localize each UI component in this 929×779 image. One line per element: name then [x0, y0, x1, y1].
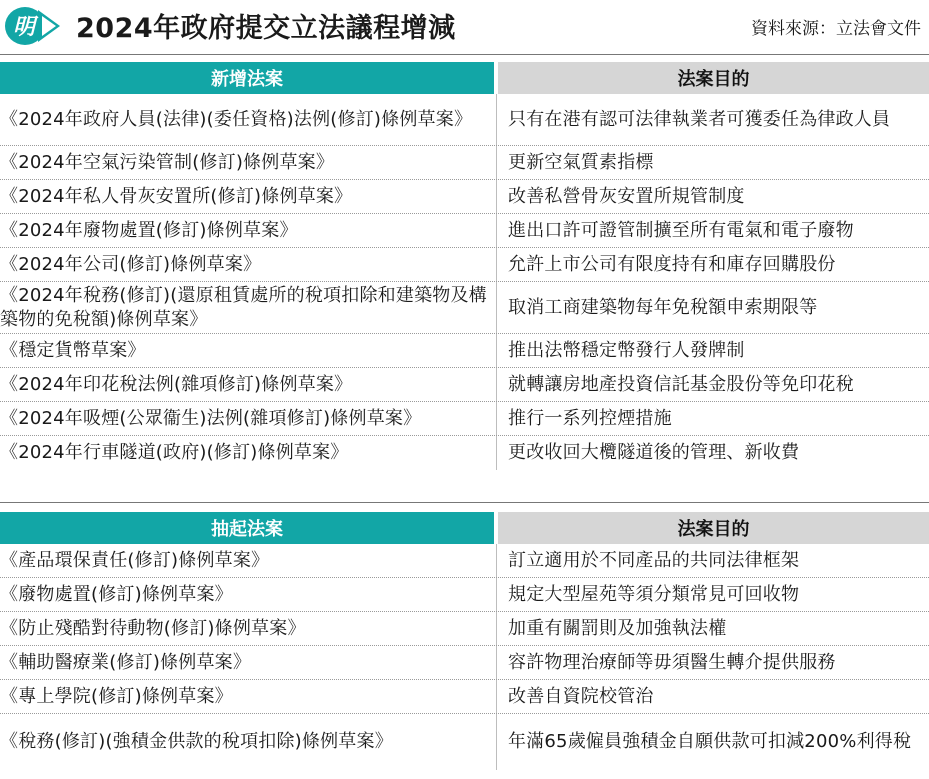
- page-title: 2024年政府提交立法議程增減: [76, 13, 456, 44]
- bill-purpose: 加重有關罰則及加強執法權: [508, 617, 727, 639]
- table-row: [0, 94, 929, 146]
- table-row: [0, 436, 929, 470]
- bill-purpose: 訂立適用於不同產品的共同法律框架: [508, 549, 800, 571]
- table-row: [0, 578, 929, 612]
- withdrawn-purpose-header: 法案目的: [498, 512, 929, 544]
- table-row: [0, 248, 929, 282]
- table-row: [0, 402, 929, 436]
- source-note: 資料來源：立法會文件: [751, 19, 921, 39]
- bill-name: 《2024年印花稅法例(雜項修訂)條例草案》: [0, 373, 353, 395]
- bill-purpose: 規定大型屋苑等須分類常見可回收物: [508, 583, 800, 605]
- bill-purpose: 推行一系列控煙措施: [508, 407, 672, 429]
- bill-purpose: 更改收回大欖隧道後的管理、新收費: [508, 442, 800, 463]
- bill-name: 《2024年公司(修訂)條例草案》: [0, 253, 262, 275]
- bill-name: 《2024年吸煙(公眾衞生)法例(雜項修訂)條例草案》: [0, 407, 422, 429]
- added-rows: [0, 94, 929, 470]
- table-row: [0, 680, 929, 714]
- added-bills-header: 新增法案: [0, 62, 494, 94]
- table-row: [0, 282, 929, 334]
- bill-name: 《穩定貨幣草案》: [0, 339, 146, 361]
- table-row: [0, 368, 929, 402]
- bill-purpose: 推出法幣穩定幣發行人發牌制: [508, 339, 745, 361]
- bill-purpose: 只有在港有認可法律執業者可獲委任為律政人員: [508, 108, 891, 130]
- bill-name: 《輔助醫療業(修訂)條例草案》: [0, 651, 252, 673]
- ming-pao-logo-icon: [4, 4, 62, 48]
- bill-purpose: 年滿65歲僱員強積金自願供款可扣減200%利得稅: [508, 731, 912, 752]
- bill-name: 《2024年空氣污染管制(修訂)條例草案》: [0, 151, 335, 173]
- withdrawn-bills-section: [0, 512, 929, 770]
- bill-name: 《2024年稅務(修訂)(還原租賃處所的稅項扣除和建築物及構築物的免稅額)條例草案》: [0, 284, 487, 330]
- withdrawn-rows: [0, 544, 929, 770]
- bill-name: 《2024年行車隧道(政府)(修訂)條例草案》: [0, 442, 349, 463]
- bill-name: 《廢物處置(修訂)條例草案》: [0, 583, 233, 605]
- bill-name: 《防止殘酷對待動物(修訂)條例草案》: [0, 617, 306, 639]
- bill-purpose: 進出口許可證管制擴至所有電氣和電子廢物: [508, 219, 854, 241]
- bill-name: 《專上學院(修訂)條例草案》: [0, 685, 233, 707]
- bill-name: 《產品環保責任(修訂)條例草案》: [0, 549, 270, 571]
- top-divider: [0, 54, 929, 55]
- bill-purpose: 就轉讓房地產投資信託基金股份等免印花稅: [508, 373, 854, 395]
- bill-purpose: 允許上市公司有限度持有和庫存回購股份: [508, 253, 836, 275]
- bill-purpose: 容許物理治療師等毋須醫生轉介提供服務: [508, 651, 836, 673]
- table-row: [0, 612, 929, 646]
- bill-purpose: 改善自資院校管治: [508, 685, 654, 707]
- bill-name: 《2024年廢物處置(修訂)條例草案》: [0, 219, 298, 241]
- table-row: [0, 214, 929, 248]
- withdrawn-bills-header: 抽起法案: [0, 512, 494, 544]
- table-row: [0, 180, 929, 214]
- bill-name: 《稅務(修訂)(強積金供款的稅項扣除)條例草案》: [0, 731, 393, 752]
- table-row: [0, 146, 929, 180]
- table-row: [0, 334, 929, 368]
- added-purpose-header: 法案目的: [498, 62, 929, 94]
- table-row: [0, 544, 929, 578]
- header: [0, 0, 929, 52]
- logo-char: 明: [12, 14, 35, 40]
- added-header-row: [0, 62, 929, 94]
- table-row: [0, 646, 929, 680]
- added-bills-section: [0, 62, 929, 470]
- section-divider: [0, 502, 929, 503]
- bill-purpose: 取消工商建築物每年免稅額申索期限等: [508, 296, 818, 318]
- bill-purpose: 更新空氣質素指標: [508, 151, 654, 173]
- bill-purpose: 改善私營骨灰安置所規管制度: [508, 185, 745, 207]
- table-row: [0, 714, 929, 770]
- bill-name: 《2024年政府人員(法律)(委任資格)法例(修訂)條例草案》: [0, 108, 473, 130]
- withdrawn-header-row: [0, 512, 929, 544]
- bill-name: 《2024年私人骨灰安置所(修訂)條例草案》: [0, 185, 353, 207]
